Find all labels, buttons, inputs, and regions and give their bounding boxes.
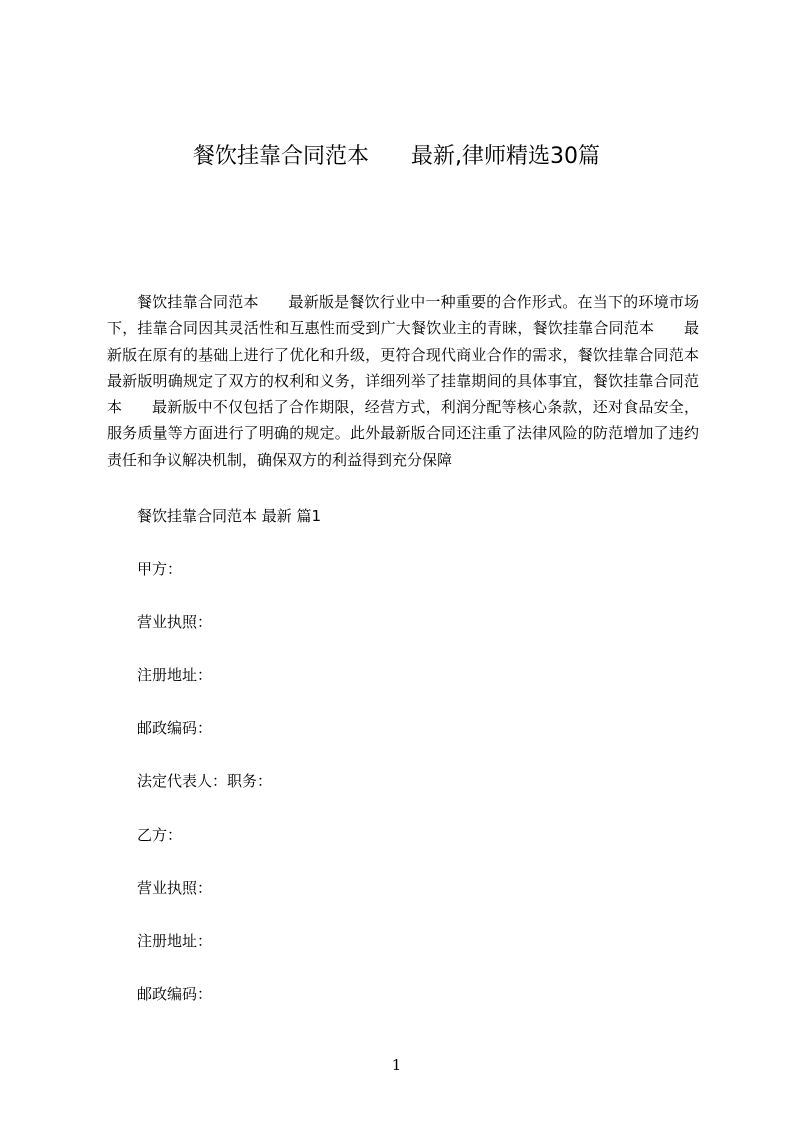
party-b-postcode-field: 邮政编码： xyxy=(137,985,213,1003)
intro-paragraph: 餐饮挂靠合同范本 最新版是餐饮行业中一种重要的合作形式。在当下的环境市场下，挂靠合同因其灵活性和互惠性而受到广大餐饮业主的青睐，餐饮挂靠合同范本 最新版在原有的基础上进行了优化和升级，更符合现代商业合作的需求，餐饮挂靠合同范本 最新版明确规定了双方的权利和义务，详细列举了挂靠期间的具体事宜，餐饮挂靠合同范本 最新版中不仅包括了合作期限，经营方式，利润分配等核心条款，还对食品安全，服务质量等方面进行了明确的规定。此外最新版合同还注重了法律风险的防范增加了违约责任和争议解决机制，确保双方的利益得到充分保障 xyxy=(107,293,728,469)
party-b-label: 乙方： xyxy=(137,826,183,844)
document-title: 餐饮挂靠合同范本 最新,律师精选30篇 xyxy=(193,144,600,169)
party-a-address-field: 注册地址： xyxy=(137,666,213,684)
party-a-postcode-field: 邮政编码： xyxy=(137,719,213,737)
party-b-address-field: 注册地址： xyxy=(137,932,213,950)
party-a-representative-field: 法定代表人：职务： xyxy=(137,772,273,790)
party-a-license-field: 营业执照： xyxy=(137,613,213,631)
party-b-license-field: 营业执照： xyxy=(137,879,213,897)
section-heading: 餐饮挂靠合同范本 最新 篇1 xyxy=(137,507,322,525)
page-number: 1 xyxy=(391,1056,402,1074)
party-a-label: 甲方： xyxy=(137,560,183,578)
